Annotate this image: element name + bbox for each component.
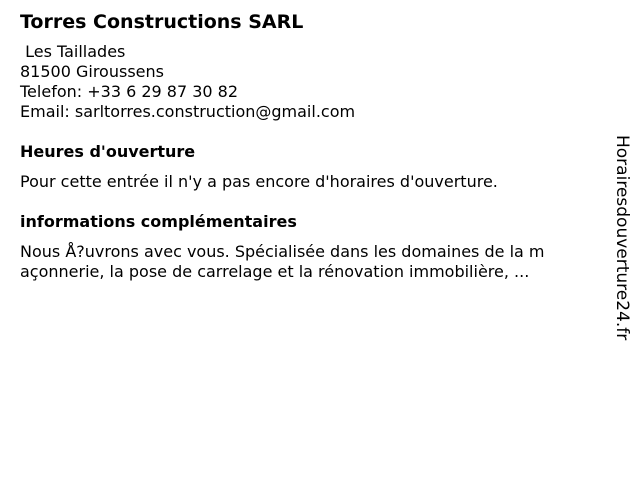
opening-hours-heading: Heures d'ouverture — [20, 142, 196, 161]
additional-info-line-1: Nous Å?uvrons avec vous. Spécialisée dans les domaines de la m — [20, 242, 545, 261]
business-name: Torres Constructions SARL — [20, 11, 304, 33]
opening-hours-text: Pour cette entrée il n'y a pas encore d'horaires d'ouverture. — [20, 172, 498, 191]
additional-info-line-2: açonnerie, la pose de carrelage et la rénovation immobilière, ... — [20, 262, 530, 281]
city-address: 81500 Giroussens — [20, 62, 164, 81]
additional-info-text — [20, 242, 600, 282]
additional-info-heading: informations complémentaires — [20, 212, 297, 231]
street-address: Les Taillades — [20, 42, 126, 61]
phone-number[interactable]: Telefon: +33 6 29 87 30 82 — [20, 82, 239, 101]
business-card — [20, 10, 600, 282]
address-block — [20, 42, 600, 122]
email-address[interactable]: Email: sarltorres.construction@gmail.com — [20, 102, 356, 121]
site-watermark: Horairesdouverture24.fr — [612, 135, 632, 341]
